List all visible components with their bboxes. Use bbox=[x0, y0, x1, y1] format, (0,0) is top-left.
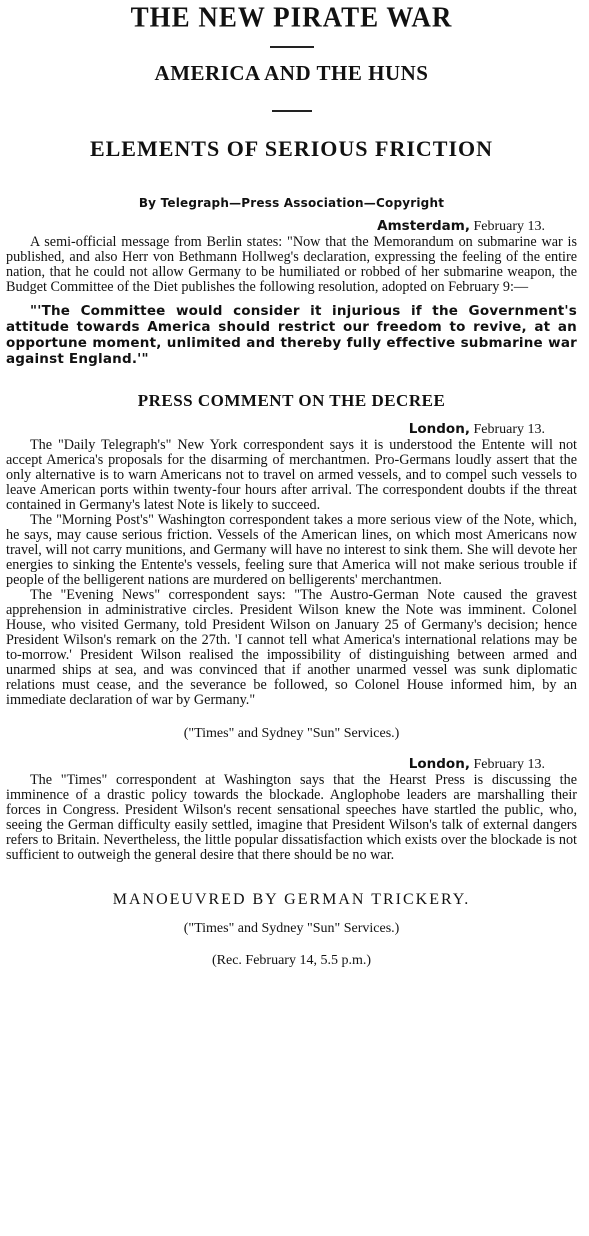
services-credit: ("Times" and Sydney "Sun" Services.) bbox=[183, 921, 400, 936]
headline-main: THE NEW PIRATE WAR bbox=[130, 1, 453, 33]
section-heading-manoeuvred: MANOEUVRED BY GERMAN TRICKERY. bbox=[112, 891, 471, 908]
section-heading-press-comment: PRESS COMMENT ON THE DECREE bbox=[137, 391, 446, 410]
received-time: (Rec. February 14, 5.5 p.m.) bbox=[211, 953, 372, 968]
article-paragraph: A semi-official message from Berlin states: "Now that the Memorandum on submarine war is published, and also Herr von Bethmann Hollweg's declaration, expressing the feeling of the entire nation, that he could not allow Germany to be humiliated or robbed of her submarine weapon, the Budget Committee of the Diet publishes the following resolution, adopted on February 9:— bbox=[6, 234, 577, 295]
dateline-amsterdam bbox=[6, 218, 577, 235]
dateline-date: February 13. bbox=[473, 219, 545, 234]
byline: By Telegraph—Press Association—Copyright bbox=[138, 196, 445, 210]
headline-third: ELEMENTS OF SERIOUS FRICTION bbox=[89, 136, 494, 161]
article-paragraph: The "Times" correspondent at Washington says that the Hearst Press is discussing the imminence of a drastic policy towards the blockade. Anglophobe leaders are marshalling their forces in Congress. President Wilson's recent sensational speeches have startled the public, who, seeing the German difficulty easily settled, imagine that President Wilson's talk of external dangers refers to Britain. Nevertheless, the little popular dissatisfaction which exists over the blockade is not sufficient to outweigh the general desire that there should be no war. bbox=[6, 772, 577, 863]
resolution-quote: "'The Committee would consider it injurious if the Government's attitude towards America should restrict our freedom to revive, at an opportune moment, unlimited and thereby fully effective submarine war against England.'" bbox=[6, 303, 577, 367]
dateline-date: February 13. bbox=[473, 422, 545, 437]
services-credit: ("Times" and Sydney "Sun" Services.) bbox=[183, 726, 400, 741]
dateline-london bbox=[6, 756, 577, 773]
dateline-place: London, bbox=[408, 756, 470, 772]
headline-divider bbox=[270, 46, 314, 48]
article-paragraph: The "Evening News" correspondent says: "The Austro-German Note caused the gravest apprehension in administrative circles. President Wilson knew the Note was imminent. Colonel House, who visited Germany, told President Wilson on January 25 of Germany's decision; hence President Wilson's remark on the 27th. 'I cannot tell what America's international relations may be to-morrow.' President Wilson realised the impossibility of distinguishing between armed and unarmed ships at sea, and was convinced that if another unarmed vessel was sunk diplomatic relations must cease, and the severance be followed, so Colonel House informed him, by an immediate declaration of war by Germany." bbox=[6, 587, 577, 708]
dateline-place: Amsterdam, bbox=[377, 218, 470, 234]
headline-divider bbox=[272, 110, 312, 112]
article-paragraph: The "Daily Telegraph's" New York correspondent says it is understood the Entente will not accept America's proposals for the disarming of merchantmen. Pro-Germans loudly assert that the only alternative is to warn Americans not to travel on armed vessels, and to compel such vessels to leave American ports within twenty-four hours after arrival. The correspondent doubts if the threat contained in Germany's latest Note is likely to succeed. bbox=[6, 437, 577, 513]
dateline-place: London, bbox=[408, 421, 470, 437]
dateline-london bbox=[6, 421, 577, 438]
article-paragraph: The "Morning Post's" Washington correspondent takes a more serious view of the Note, which, he says, may cause serious friction. Vessels of the American lines, on which most Americans now travel, will not carry munitions, and Germany will have no interest to sink them. She will devote her energies to sinking the Entente's vessels, feeling sure that America will not make serious trouble if people of the belligerent nations are murdered on belligerents' merchantmen. bbox=[6, 512, 577, 588]
headline-sub: AMERICA AND THE HUNS bbox=[154, 61, 429, 85]
dateline-date: February 13. bbox=[473, 757, 545, 772]
